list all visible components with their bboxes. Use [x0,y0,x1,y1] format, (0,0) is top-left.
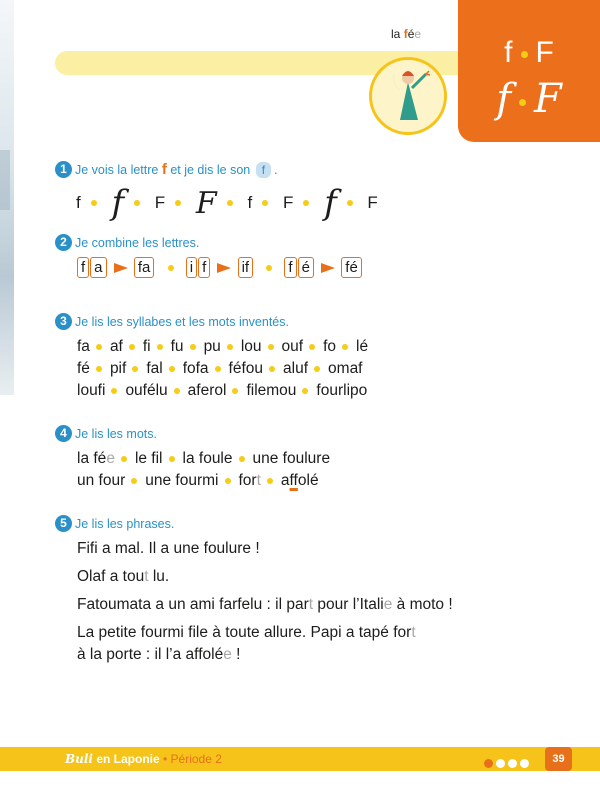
phrase-2: Olaf a tout lu. [77,568,170,585]
footer-bar [0,747,600,771]
combine-group: f a [77,257,108,278]
left-decor-strip [0,0,14,395]
sound-bubble: f [256,162,271,178]
word-line-1: la fée le fil la foule une foulure [77,450,331,467]
phrase-5: à la porte : il l’a affolée ! [77,646,241,663]
section-3-title: 3 Je lis les syllabes et les mots inventés. [55,313,289,331]
corner-print-letters: f F [504,36,554,69]
fairy-icon [372,60,444,132]
section-2-title: 2 Je combine les lettres. [55,234,199,252]
progress-dot [520,759,529,768]
combine-group: i f [186,257,212,278]
section-1-title: 1 Je vois la lettre f et je dis le son f . [55,161,278,179]
progress-dot [508,759,517,768]
arrow-icon [114,263,128,273]
section-5-title: 5 Je lis les phrases. [55,515,174,533]
fairy-illustration [369,57,447,135]
phrase-3: Fatoumata a un ami farfelu : il part pour l’Italie à moto ! [77,596,453,613]
page-number: 39 [545,747,572,771]
letter-corner [458,0,600,142]
corner-script-letters: f F [496,76,562,122]
syllable-line-1: fa af fi fu pu lou ouf fo lé [77,338,369,355]
phrase-4: La petite fourmi file à toute allure. Papi a tapé fort [77,624,416,641]
progress-dot [484,759,493,768]
word-line-2: un four une fourmi fort affolé [77,472,319,489]
syllable-line-2: fé pif fal fofa féfou aluf omaf [77,360,363,377]
header-word: la fée [391,27,422,41]
footer-brand: Buli en Laponie • Période 2 [65,752,222,766]
letter-row: f f F F f F f F [76,183,378,223]
period-progress [484,755,532,773]
section-4-title: 4 Je lis les mots. [55,425,157,443]
phrase-1: Fifi a mal. Il a une foulure ! [77,540,260,557]
syllable-line-3: loufi oufélu aferol filemou fourlipo [77,382,368,399]
combine-group: f é [284,257,315,278]
arrow-icon [217,263,231,273]
combine-row: f a fa i f if f é fé [77,257,363,278]
progress-dot [496,759,505,768]
arrow-icon [321,263,335,273]
